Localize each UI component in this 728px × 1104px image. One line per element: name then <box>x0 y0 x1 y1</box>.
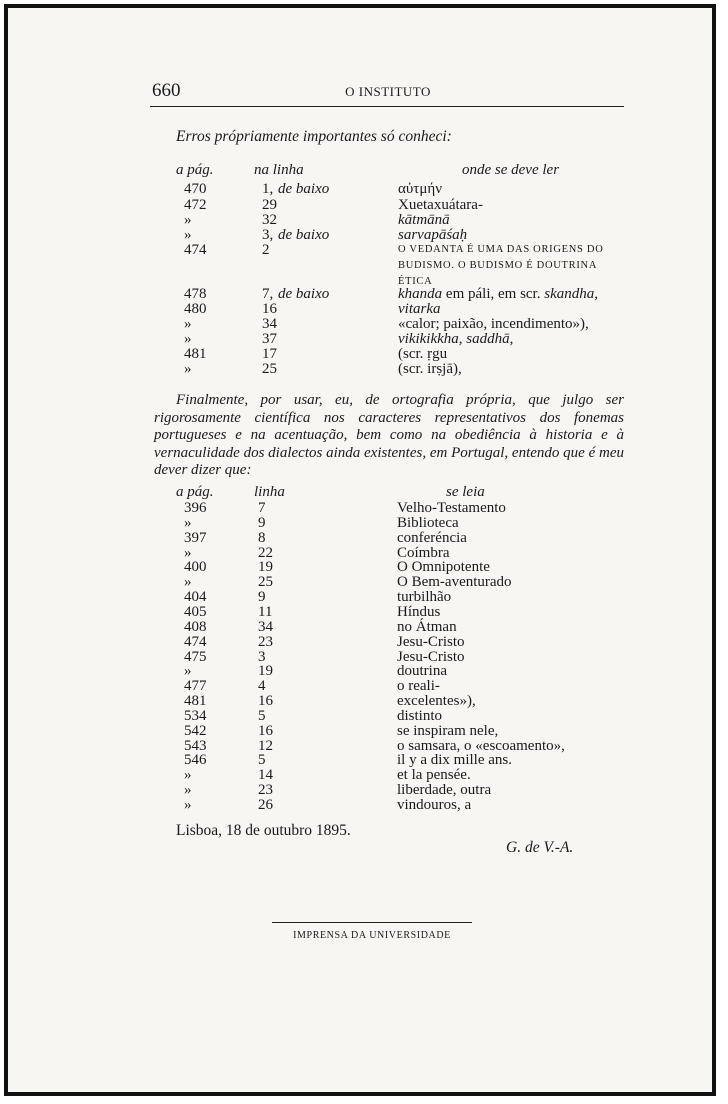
errata-line: 37 <box>262 331 277 347</box>
body-paragraph <box>154 392 624 480</box>
errata-text: (scr. irṣjā), <box>398 361 462 377</box>
errata-text: distinto <box>397 707 443 724</box>
errata-text: Coímbra <box>397 544 450 561</box>
errata-text: Velho-Testamento <box>397 500 506 516</box>
errata-text: «calor; paixão, incendimento»), <box>398 316 589 332</box>
errata-page: 478 <box>184 286 207 302</box>
errata-text: vindouros, a <box>397 797 472 813</box>
errata-line: 34 <box>262 316 277 332</box>
column-header-line: linha <box>254 484 285 500</box>
column-header-line: na linha <box>254 162 304 178</box>
errata-text: et la pensée. <box>397 767 471 784</box>
errata-text: Biblioteca <box>397 514 459 531</box>
errata-line: 7, <box>262 286 274 302</box>
errata-text: se inspiram nele, <box>397 722 499 739</box>
errata-text: vitarka <box>398 301 441 317</box>
errata-text: liberdade, outra <box>397 782 492 799</box>
errata-line: 5 <box>258 752 266 769</box>
errata-text: Jesu-Cristo <box>397 648 465 665</box>
errata-page: » <box>184 797 192 813</box>
running-title: O INSTITUTO <box>345 84 431 99</box>
errata-page: » <box>184 316 192 332</box>
errata-page: 542 <box>184 722 207 739</box>
errata-line: 29 <box>262 197 277 213</box>
errata-line: 2 <box>262 242 270 258</box>
errata-page: 408 <box>184 618 207 635</box>
errata-page: 546 <box>184 752 207 769</box>
signature: G. de V.-A. <box>506 839 574 856</box>
errata-line: 32 <box>262 212 277 228</box>
errata-text: o samsara, o «escoamento», <box>397 737 565 754</box>
errata-text: no Átman <box>397 618 457 635</box>
errata-line: 9 <box>258 514 266 531</box>
errata-line: 25 <box>258 574 273 591</box>
errata-page: 481 <box>184 693 207 710</box>
errata-page: » <box>184 782 192 799</box>
dateline: Lisboa, 18 de outubro 1895. <box>176 822 351 839</box>
errata-line-note: de baixo <box>278 286 330 302</box>
errata-line: 1, <box>262 181 274 197</box>
errata-line: 16 <box>258 722 273 739</box>
errata-line: 8 <box>258 529 266 546</box>
errata-page: » <box>184 663 192 680</box>
errata-page: » <box>184 361 192 377</box>
errata-text-plain: em páli, em scr. <box>442 286 545 302</box>
errata-page: 543 <box>184 737 207 754</box>
errata-page: » <box>184 574 192 591</box>
errata-line: 19 <box>258 559 273 576</box>
errata-page: 481 <box>184 346 207 362</box>
column-header-page: a pág. <box>176 162 214 178</box>
errata-line: 7 <box>258 500 266 516</box>
errata-text: il y a dix mille ans. <box>397 752 512 769</box>
column-header-page: a pág. <box>176 484 214 500</box>
errata-line: 4 <box>258 678 266 695</box>
errata-text: kātmānā <box>398 212 450 228</box>
errata-text: turbilhão <box>397 589 452 606</box>
paragraph-text: Finalmente, por usar, eu, de ortografia própria, que julgo ser rigorosamente científica nos caracteres representativos dos fonemas portugueses e na acentuação, bem como na obediência à historia e à vernaculidade dos dialectos ainda existentes, em Portugal, entendo que é meu dever dizer que: <box>154 392 624 478</box>
page-number: 660 <box>152 80 181 101</box>
errata-page: 474 <box>184 242 207 258</box>
errata-line: 12 <box>258 737 273 754</box>
errata-line: 3, <box>262 227 274 243</box>
errata-line: 16 <box>262 301 277 317</box>
errata-line: 26 <box>258 797 273 813</box>
errata-text: (scr. ṛgu <box>398 346 448 362</box>
errata-page: 480 <box>184 301 207 317</box>
errata-text: O Omnipotente <box>397 559 490 576</box>
errata-text: Jesu-Cristo <box>397 633 465 650</box>
errata-page: 474 <box>184 633 207 650</box>
errata-page: 472 <box>184 197 207 213</box>
errata-page: 404 <box>184 589 207 606</box>
page-header <box>152 80 624 102</box>
errata-line: 25 <box>262 361 277 377</box>
errata-page: » <box>184 767 192 784</box>
errata-line-note: de baixo <box>278 181 330 197</box>
errata-page: » <box>184 331 192 347</box>
vedanta-note: O VEDANTA É UMA DAS ORIGENS DO BUDISMO. O BUDISMO É DOUTRINA ÉTICA <box>398 244 604 287</box>
errata-page: » <box>184 544 192 561</box>
errata-line: 9 <box>258 589 266 606</box>
header-rule <box>150 106 624 107</box>
errata-text-italic: skandha, <box>544 286 598 302</box>
footer-rule <box>272 922 472 923</box>
errata-text: excelentes»), <box>397 693 476 710</box>
errata-page: » <box>184 514 192 531</box>
errata-line: 5 <box>258 707 266 724</box>
errata-text: o reali- <box>397 678 440 695</box>
errata-page: 477 <box>184 678 207 695</box>
errata-text: conferéncia <box>397 529 467 546</box>
errata-text: sarvapāśaḥ <box>398 227 468 243</box>
errata-text: Híndus <box>397 603 441 620</box>
errata-text: vikikikkha, saddhā, <box>398 331 514 347</box>
errata-text: Xuetaxuátara- <box>398 197 483 213</box>
errata-page: » <box>184 212 192 228</box>
errata-line: 19 <box>258 663 273 680</box>
column-header-text: se leia <box>446 484 485 500</box>
errata-line: 16 <box>258 693 273 710</box>
errata-text: αὐτμήν <box>398 181 442 197</box>
errata-line: 3 <box>258 648 266 665</box>
column-header-text: onde se deve ler <box>462 162 560 178</box>
errata-intro: Erros própriamente importantes só conheci: <box>176 128 452 145</box>
errata-page: 405 <box>184 603 207 620</box>
errata-page: 400 <box>184 559 207 576</box>
errata-line: 14 <box>258 767 273 784</box>
errata-line: 23 <box>258 633 273 650</box>
errata-line: 34 <box>258 618 273 635</box>
errata-page: » <box>184 227 192 243</box>
errata-page: 475 <box>184 648 207 665</box>
errata-text: doutrina <box>397 663 447 680</box>
errata-line: 22 <box>258 544 273 561</box>
errata-text-italic: khanda <box>398 286 443 302</box>
errata-page: 534 <box>184 707 207 724</box>
errata-line: 11 <box>258 603 273 620</box>
errata-line: 23 <box>258 782 273 799</box>
errata-line-note: de baixo <box>278 227 330 243</box>
errata-text: O Bem-aventurado <box>397 574 512 591</box>
imprint: IMPRENSA DA UNIVERSIDADE <box>293 930 451 941</box>
errata-line: 17 <box>262 346 277 362</box>
errata-page: 470 <box>184 181 207 197</box>
errata-page: 396 <box>184 500 207 516</box>
errata-page: 397 <box>184 529 207 546</box>
